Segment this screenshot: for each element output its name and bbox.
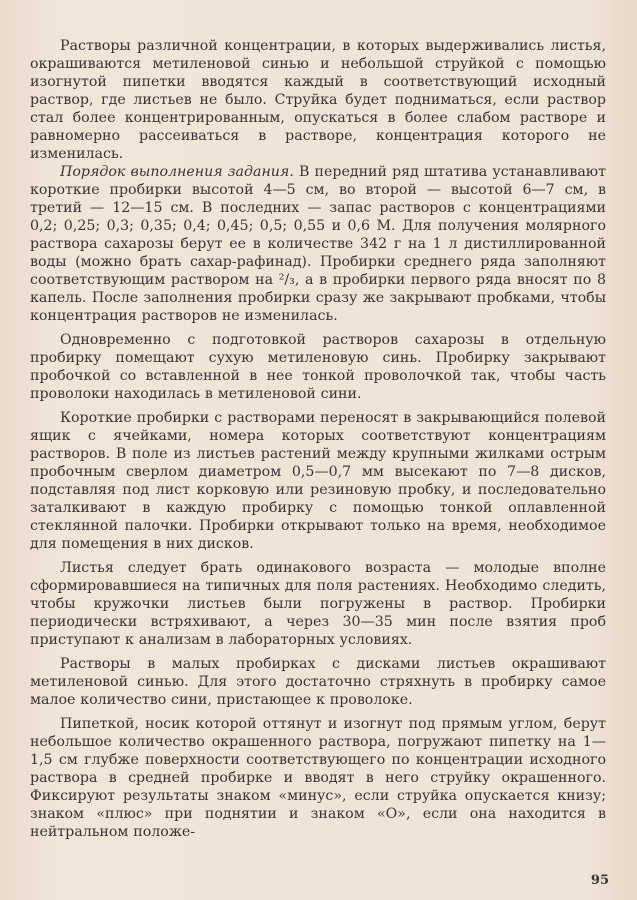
paragraph-3-text: Одновременно с подготовкой растворов сахарозы в отдельную пробирку помещают сухую метиленовую синь. Пробирку закрывают пробочкой со вставленной в нее тонкой проволочкой так, чтобы часть проволоки находилась в метиленовой сини. (30, 332, 606, 402)
paragraph-2-lead: Порядок выполнения задания. (60, 164, 294, 180)
paragraph-2 (30, 163, 606, 325)
paragraph-1-text: Растворы различной концентрации, в которых выдерживались листья, окрашиваются метиленовой синью и небольшой струйкой с помощью изогнутой пипетки вводятся каждый в соответствующий исходный раствор, где листьев не было. Струйка будет подниматься, если раствор стал более концентрированным, опускаться в более слабом растворе и равномерно рассеиваться в растворе, концентрация которого не изменилась. (30, 38, 606, 162)
paragraph-5-text: Листья следует брать одинакового возраста — молодые вполне сформировавшиеся на типичных для поля растениях. Необходимо следить, чтобы кружочки листьев были погружены в раствор. Пробирки периодически встряхивают, а через 30—35 мин после взятия проб приступают к анализам в лабораторных условиях. (30, 560, 606, 648)
paragraph-4-text: Короткие пробирки с растворами переносят в закрывающийся полевой ящик с ячейками, номера которых соответствуют концентрациям растворов. В поле из листьев растений между крупными жилками острым пробочным сверлом диаметром 0,5—0,7 мм высекают по 7—8 дисков, подставляя под лист корковую или резиновую пробку, и последовательно заталкивают в каждую пробирку с помощью тонкой оплавленной стеклянной палочки. Пробирки открывают только на время, необходимое для помещения в них дисков. (30, 410, 606, 552)
page-number: 95 (590, 873, 609, 888)
page-body (30, 37, 606, 841)
paragraph-1 (30, 37, 606, 163)
paragraph-6 (30, 655, 606, 709)
paragraph-7-text: Пипеткой, носик которой оттянут и изогнут под прямым углом, берут небольшое количество окрашенного раствора, погружают пипетку на 1—1,5 см глубже поверхности соответствующего по концентрации исходного раствора в средней пробирке и вводят в него струйку окрашенного. Фиксируют результаты знаком «минус», если струйка опускается книзу; знаком «плюс» при поднятии и знаком «О», если она находится в нейтральном положе- (30, 716, 606, 840)
paragraph-4 (30, 409, 606, 553)
paragraph-7 (30, 715, 606, 841)
paragraph-2-text: В передний ряд штатива устанавливают короткие пробирки высотой 4—5 см, во второй — высотой 6—7 см, в третий — 12—15 см. В последних — запас растворов с концентрациями 0,2; 0,25; 0,3; 0,35; 0,4; 0,45; 0,5; 0,55 и 0,6 М. Для получения молярного раствора сахарозы берут ее в количестве 342 г на 1 л дистиллированной воды (можно брать сахар-рафинад). Пробирки среднего ряда заполняют соответствующим раствором на ²/₃, а в пробирки первого ряда вносят по 8 капель. После заполнения пробирки сразу же закрывают пробками, чтобы концентрация растворов не изменилась. (30, 164, 606, 324)
paragraph-3 (30, 331, 606, 403)
paragraph-6-text: Растворы в малых пробирках с дисками листьев окрашивают метиленовой синью. Для этого достаточно стряхнуть в пробирку самое малое количество сини, пристающее к проволоке. (30, 656, 606, 708)
paragraph-5 (30, 559, 606, 649)
